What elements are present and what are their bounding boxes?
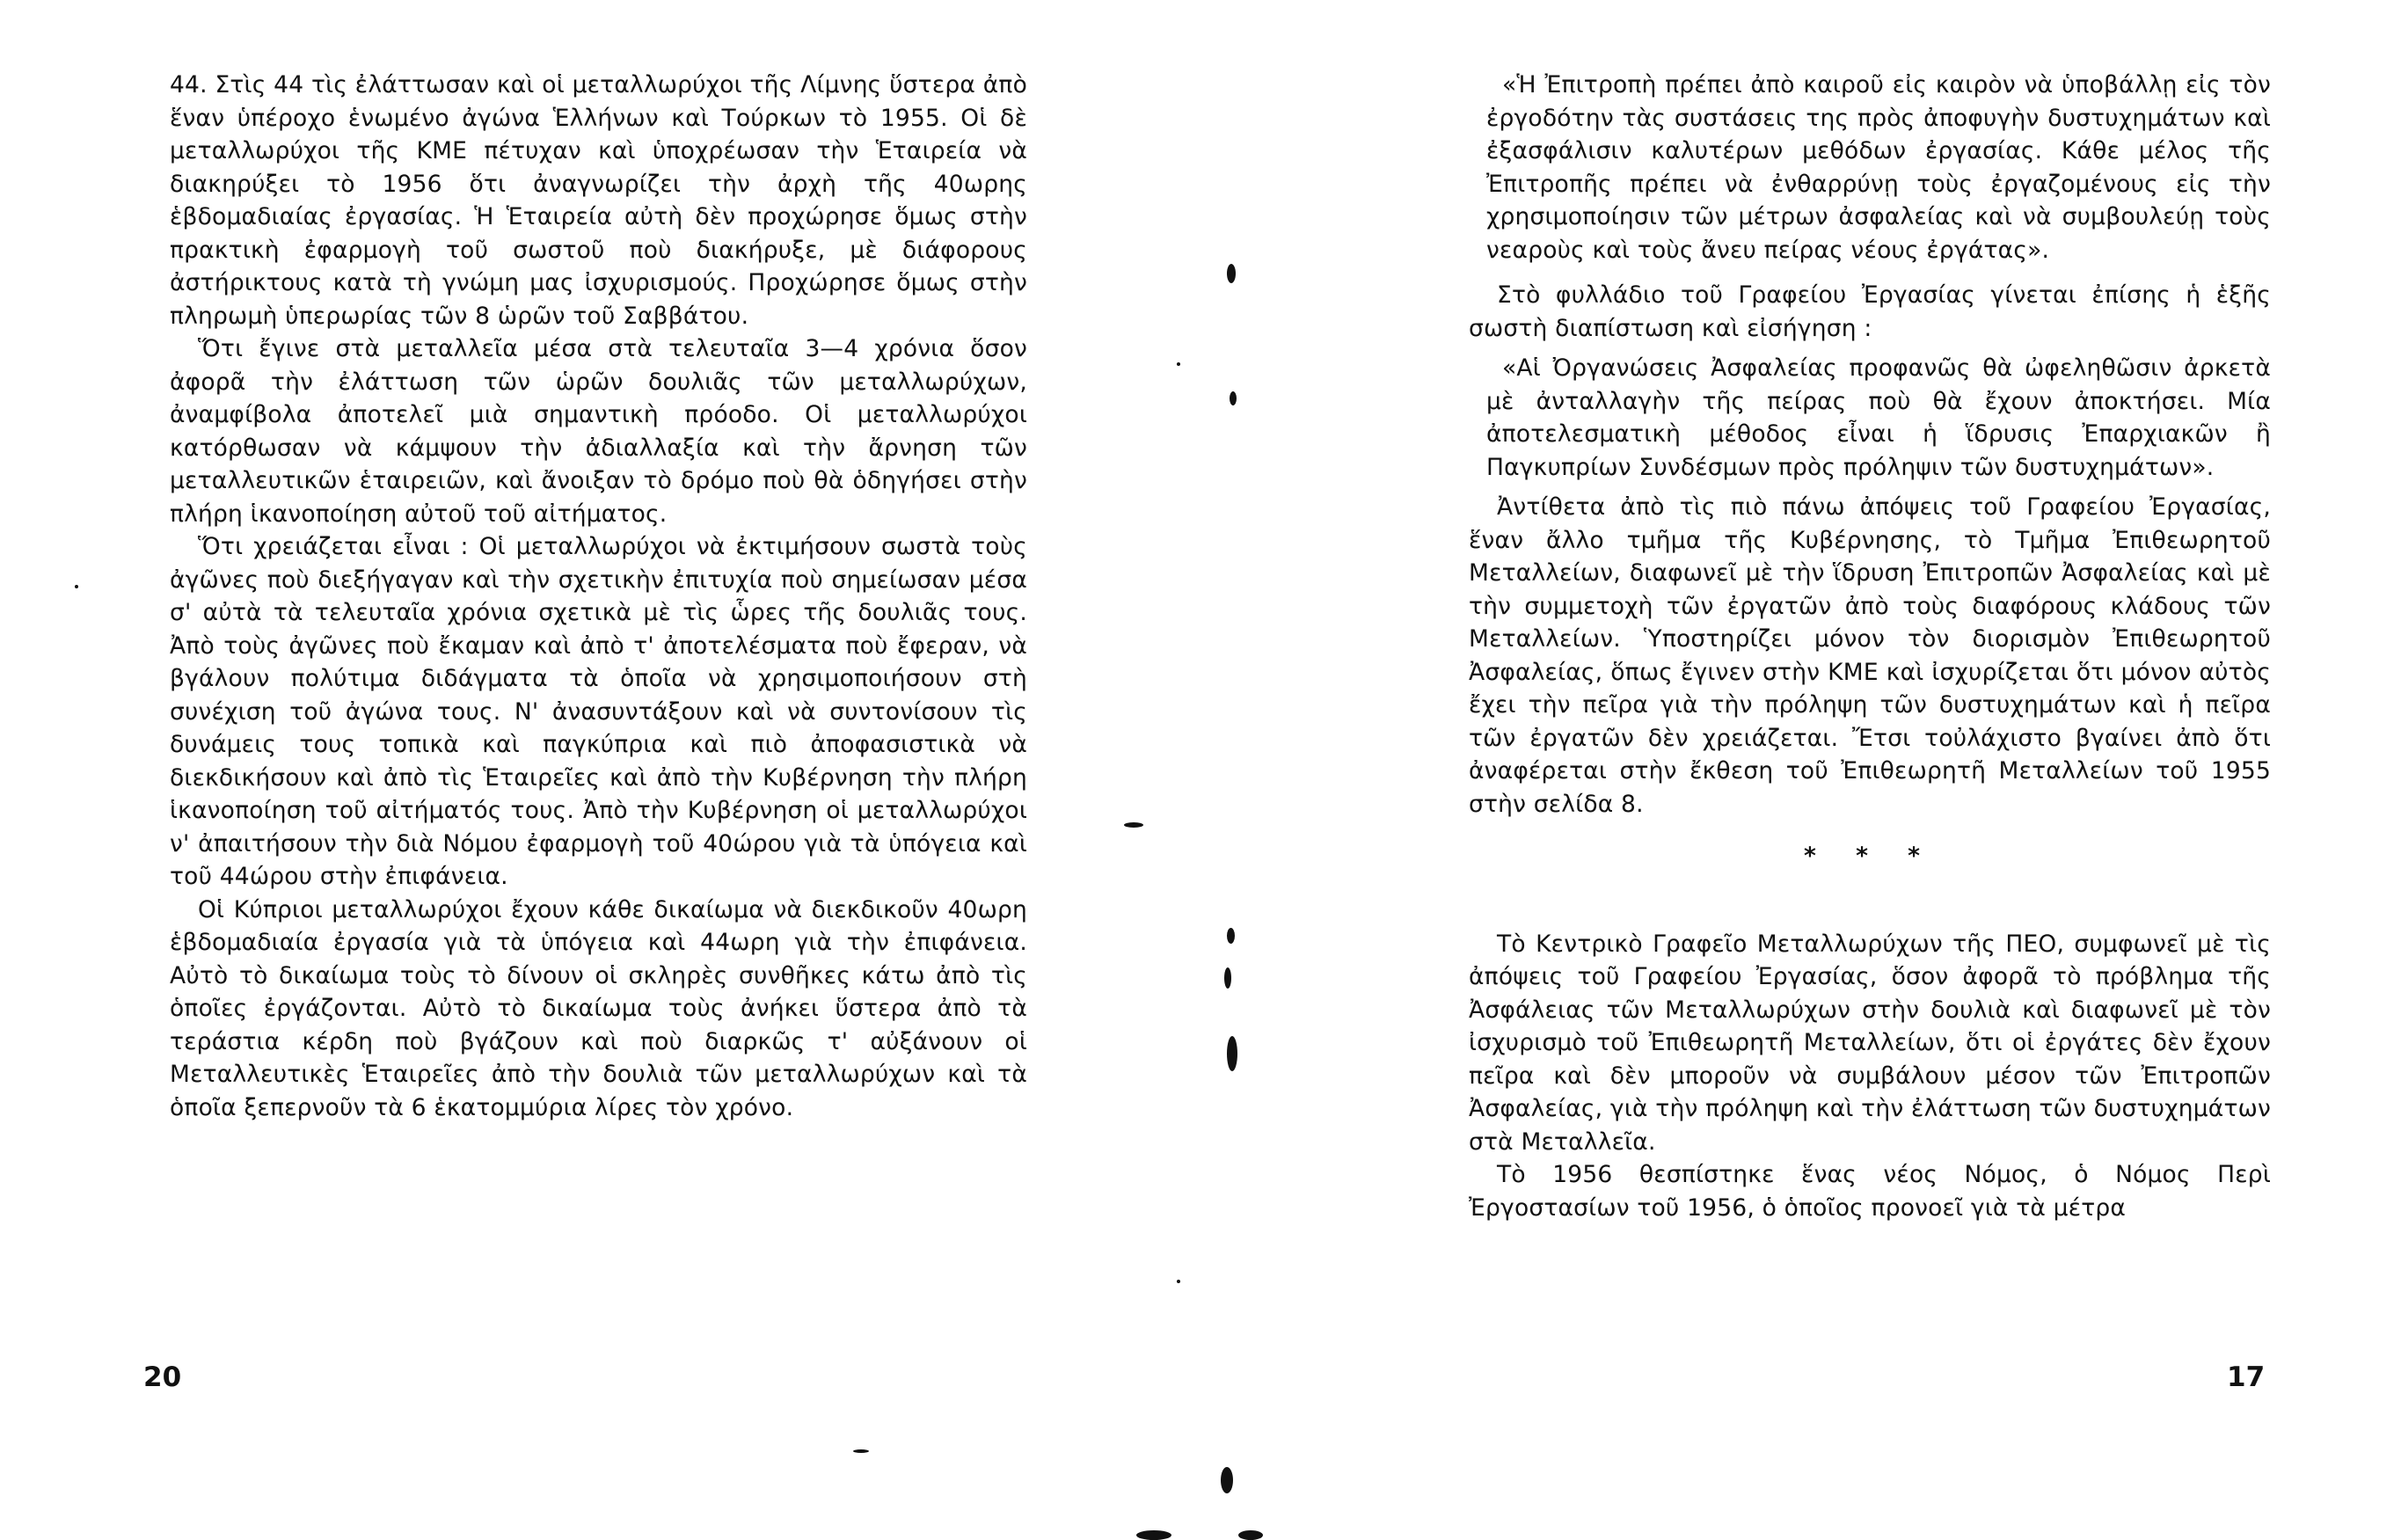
paragraph: Στὸ φυλλάδιο τοῦ Γραφείου Ἐργασίας γίνεται ἐπίσης ἡ ἑξῆς σωστὴ διαπίστωση καὶ εἰσήγηση :	[1469, 281, 2271, 342]
quotation: «Αἱ Ὀργανώσεις Ἀσφαλείας προφανῶς θὰ ὠφεληθῶσιν ἀρκετὰ μὲ ἀνταλλαγὴν τῆς πείρας ποὺ θὰ ἔχουν ἀποκτήσει. Μία ἀποτελεσματικὴ μέθοδος εἶναι ἡ ἵδρυσις Ἐπαρχιακῶν ἢ Παγκυπρίων Συνδέσμων πρὸς πρόληψιν τῶν δυστυχημάτων».	[1486, 354, 2271, 481]
left-page-text	[170, 69, 1027, 1124]
scan-speck	[75, 585, 78, 588]
scan-speck	[1221, 1467, 1233, 1493]
scan-speck	[1136, 1530, 1171, 1540]
scan-speck	[1177, 362, 1180, 366]
section-separator: * * *	[1803, 843, 1937, 870]
scan-speck	[1238, 1530, 1263, 1540]
scan-speck	[1124, 822, 1143, 828]
paragraph: Οἱ Κύπριοι μεταλλωρύχοι ἔχουν κάθε δικαίωμα νὰ διεκδικοῦν 40ωρη ἑβδομαδιαία ἐργασία γιὰ τὰ ὑπόγεια καὶ 44ωρη γιὰ τὴν ἐπιφάνεια. Αὐτὸ τὸ δικαίωμα τοὺς τὸ δίνουν οἱ σκληρὲς συνθῆκες κάτω ἀπὸ τὶς ὁποῖες ἐργάζονται. Αὐτὸ τὸ δικαίωμα τοὺς ἀνήκει ὕστερα ἀπὸ τὰ τεράστια κέρδη ποὺ βγάζουν καὶ ποὺ διαρκῶς τ' αὐξάνουν οἱ Μεταλλευτικὲς Ἑταιρεῖες ἀπὸ τὴν δουλιὰ τῶν μεταλλωρύχων καὶ τὰ ὁποῖα ξεπερνοῦν τὰ 6 ἑκατομμύρια λίρες τὸν χρόνο.	[170, 895, 1027, 1121]
quotation: «Ἡ Ἐπιτροπὴ πρέπει ἀπὸ καιροῦ εἰς καιρὸν νὰ ὑποβάλλῃ εἰς τὸν ἐργοδότην τὰς συστάσεις της πρὸς ἀποφυγὴν δυστυχημάτων καὶ ἐξασφάλισιν καλυτέρων μεθόδων ἐργασίας. Κάθε μέλος τῆς Ἐπιτροπῆς πρέπει νὰ ἐνθαρρύνῃ τοὺς ἐργαζομένους εἰς τὴν χρησιμοποίησιν τῶν μέτρων ἀσφαλείας καὶ νὰ συμβουλεύῃ τοὺς νεαροὺς καὶ τοὺς ἄνευ πείρας νέους ἐργάτας».	[1486, 71, 2271, 264]
scan-speck	[1177, 1280, 1180, 1283]
page-number-right: 17	[2227, 1361, 2266, 1393]
scan-speck	[1227, 1036, 1237, 1071]
paragraph: Ὅτι χρειάζεται εἶναι : Οἱ μεταλλωρύχοι νὰ ἐκτιμήσουν σωστὰ τοὺς ἀγῶνες ποὺ διεξήγαγαν καὶ τὴν σχετικὴν ἐπιτυχία ποὺ σημείωσαν μέσα σ' αὐτὰ τὰ τελευταῖα χρόνια σχετικὰ μὲ τὶς ὧρες τῆς δουλιᾶς τους. Ἀπὸ τοὺς ἀγῶνες ποὺ ἔκαμαν καὶ ἀπὸ τ' ἀποτελέσματα ποὺ ἔφεραν, νὰ βγάλουν πολύτιμα διδάγματα τὰ ὁποῖα νὰ χρησιμοποιήσουν στὴ συνέχιση τοῦ ἀγώνα τους. Ν' ἀνασυντάξουν καὶ νὰ συντονίσουν τὶς δυνάμεις τους τοπικὰ καὶ παγκύπρια καὶ πιὸ ἀποφασιστικὰ νὰ διεκδικήσουν καὶ ἀπὸ τὶς Ἑταιρεῖες καὶ ἀπὸ τὴν Κυβέρνηση τὴν πλήρη ἱκανοποίηση τοῦ αἰτήματός τους. Ἀπὸ τὴν Κυβέρνηση οἱ μεταλλωρύχοι ν' ἀπαιτήσουν τὴν διὰ Νόμου ἐφαρμογὴ τοῦ 40ώρου γιὰ τὰ ὑπόγεια καὶ τοῦ 44ώρου στὴν ἐπιφάνεια.	[170, 533, 1027, 890]
right-page-text	[1469, 69, 2271, 1224]
paragraph: Τὸ Κεντρικὸ Γραφεῖο Μεταλλωρύχων τῆς ΠΕΟ, συμφωνεῖ μὲ τὶς ἀπόψεις τοῦ Γραφείου Ἐργασίας, ὅσον ἀφορᾶ τὸ πρόβλημα τῆς Ἀσφάλειας τῶν Μεταλλωρύχων στὴν δουλιὰ καὶ διαφωνεῖ μὲ τὸν ἰσχυρισμὸ τοῦ Ἐπιθεωρητῆ Μεταλλείων, ὅτι οἱ ἐργάτες δὲν ἔχουν πεῖρα καὶ δὲν μποροῦν νὰ συμβάλουν μέσον τῶν Ἐπιτροπῶν Ἀσφαλείας, γιὰ τὴν πρόληψη καὶ τὴν ἐλάττωση τῶν δυστυχημάτων στὰ Μεταλλεῖα.	[1469, 930, 2271, 1156]
scan-speck	[1227, 264, 1236, 283]
scan-speck	[1230, 391, 1237, 405]
paragraph: Ἀντίθετα ἀπὸ τὶς πιὸ πάνω ἀπόψεις τοῦ Γραφείου Ἐργασίας, ἕναν ἄλλο τμῆμα τῆς Κυβέρνησης, τὸ Τμῆμα Ἐπιθεωρητοῦ Μεταλλείων, διαφωνεῖ μὲ τὴν ἵδρυση Ἐπιτροπῶν Ἀσφαλείας καὶ μὲ τὴν συμμετοχὴ τῶν ἐργατῶν ἀπὸ τοὺς διαφόρους κλάδους τῶν Μεταλλείων. Ὑποστηρίζει μόνον τὸν διορισμὸν Ἐπιθεωρητοῦ Ἀσφαλείας, ὅπως ἔγινεν στὴν ΚΜΕ καὶ ἰσχυρίζεται ὅτι μόνον αὐτὸς ἔχει τὴν πεῖρα γιὰ τὴν πρόληψη τῶν δυστυχημάτων καὶ ἡ πεῖρα τῶν ἐργατῶν δὲν χρειάζεται. Ἔτσι τοὐλάχιστο βγαίνει ἀπὸ ὅτι ἀναφέρεται στὴν ἔκθεση τοῦ Ἐπιθεωρητῆ Μεταλλείων τοῦ 1955 στὴν σελίδα 8.	[1469, 493, 2271, 818]
scan-speck	[1224, 967, 1231, 989]
scan-speck	[853, 1449, 869, 1453]
page-number-left: 20	[143, 1361, 182, 1393]
paragraph: 44. Στὶς 44 τὶς ἐλάττωσαν καὶ οἱ μεταλλωρύχοι τῆς Λίμνης ὕστερα ἀπὸ ἕναν ὑπέροχο ἑνωμένο ἀγώνα Ἑλλήνων καὶ Τούρκων τὸ 1955. Οἱ δὲ μεταλλωρύχοι τῆς ΚΜΕ πέτυχαν καὶ ὑποχρέωσαν τὴν Ἑταιρεία νὰ διακηρύξει τὸ 1956 ὅτι ἀναγνωρίζει τὴν ἀρχὴ τῆς 40ωρης ἑβδομαδιαίας ἐργασίας. Ἡ Ἑταιρεία αὐτὴ δὲν προχώρησε ὅμως στὴν πρακτικὴ ἐφαρμογὴ τοῦ σωστοῦ ποὺ διακήρυξε, μὲ διάφορους ἀστήρικτους κατὰ τὴ γνώμη μας ἰσχυρισμούς. Προχώρησε ὅμως στὴν πληρωμὴ ὑπερωρίας τῶν 8 ὡρῶν τοῦ Σαββάτου.	[170, 71, 1027, 330]
paragraph: Ὅτι ἔγινε στὰ μεταλλεῖα μέσα στὰ τελευταῖα 3—4 χρόνια ὅσον ἀφορᾶ τὴν ἐλάττωση τῶν ὡρῶν δουλιᾶς τῶν μεταλλωρύχων, ἀναμφίβολα ἀποτελεῖ μιὰ σημαντικὴ πρόοδο. Οἱ μεταλλωρύχοι κατόρθωσαν νὰ κάμψουν τὴν ἀδιαλλαξία καὶ τὴν ἄρνηση τῶν μεταλλευτικῶν ἑταιρειῶν, καὶ ἄνοιξαν τὸ δρόμο ποὺ θὰ ὁδηγήσει στὴν πλήρη ἱκανοποίηση αὐτοῦ τοῦ αἰτήματος.	[170, 335, 1027, 528]
scan-speck	[1227, 928, 1235, 944]
paragraph: Τὸ 1956 θεσπίστηκε ἕνας νέος Νόμος, ὁ Νόμος Περὶ Ἐργοστασίων τοῦ 1956, ὁ ὁποῖος προνοεῖ γιὰ τὰ μέτρα	[1469, 1161, 2271, 1222]
